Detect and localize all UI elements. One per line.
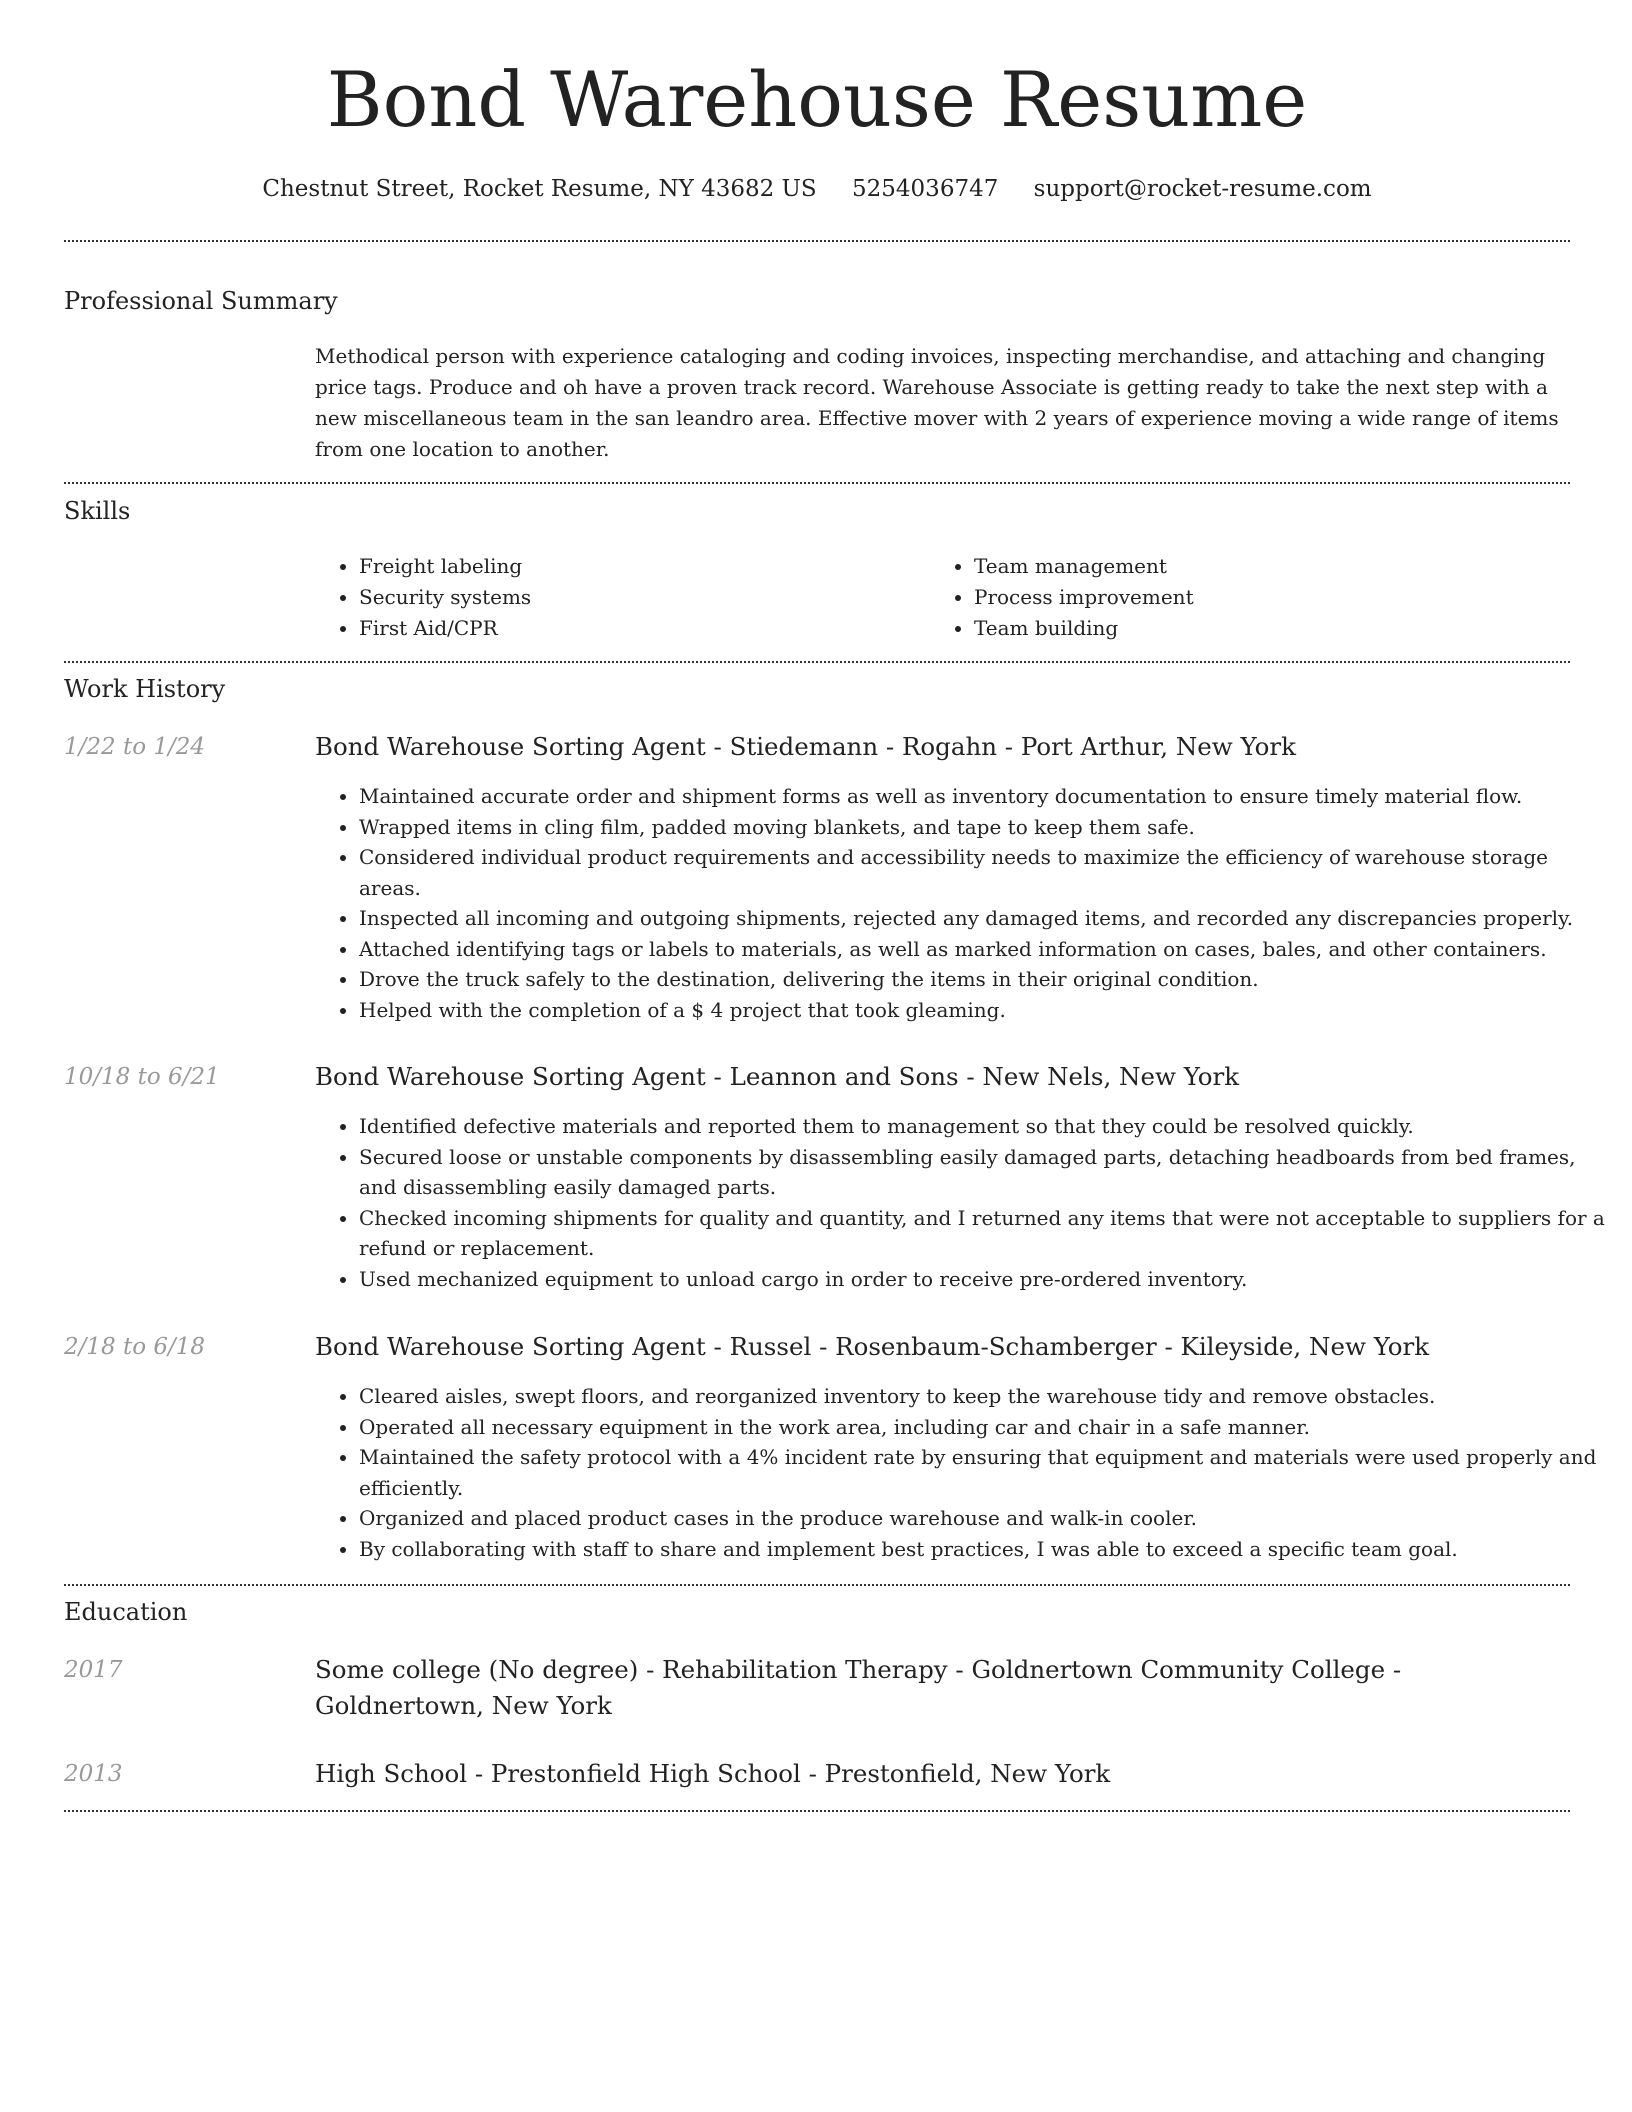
- resume-title: Bond Warehouse Resume: [326, 55, 1308, 144]
- skill-item: • Team management: [974, 551, 1574, 582]
- job-bullets: [315, 1381, 1614, 1564]
- job-bullets: [315, 1111, 1614, 1294]
- skills-heading: Skills: [64, 497, 131, 525]
- divider: [64, 1810, 1570, 1812]
- skill-item: • Freight labeling: [359, 551, 929, 582]
- divider: [64, 1584, 1570, 1586]
- skills-list-right: [930, 551, 1574, 644]
- divider: [64, 482, 1570, 484]
- list-item: • Cleared aisles, swept floors, and reorganized inventory to keep the warehouse tidy and remove obstacles.: [359, 1381, 1614, 1412]
- skill-item: • Team building: [974, 613, 1574, 644]
- divider: [64, 240, 1570, 242]
- list-item: • Drove the truck safely to the destination, delivering the items in their original condition.: [359, 964, 1614, 995]
- job-dates: 1/22 to 1/24: [64, 734, 206, 760]
- list-item: • By collaborating with staff to share and implement best practices, I was able to exceed a specific team goal.: [359, 1534, 1614, 1565]
- list-item: • Maintained accurate order and shipment forms as well as inventory documentation to ensure timely material flow.: [359, 781, 1614, 812]
- list-item: • Operated all necessary equipment in the work area, including car and chair in a safe manner.: [359, 1412, 1614, 1443]
- job-bullets: [315, 781, 1614, 1025]
- skill-item: • First Aid/CPR: [359, 613, 929, 644]
- list-item: • Maintained the safety protocol with a 4% incident rate by ensuring that equipment and materials were used properly and efficiently.: [359, 1442, 1614, 1503]
- job-dates: 2/18 to 6/18: [64, 1334, 206, 1360]
- summary-heading: Professional Summary: [64, 287, 338, 315]
- list-item: • Used mechanized equipment to unload cargo in order to receive pre-ordered inventory.: [359, 1264, 1614, 1295]
- contact-line: [64, 172, 1570, 206]
- list-item: • Checked incoming shipments for quality and quantity, and I returned any items that were not acceptable to suppliers for a refund or replacement.: [359, 1203, 1614, 1264]
- job-title: Bond Warehouse Sorting Agent - Russel - Rosenbaum-Schamberger - Kileyside, New York: [315, 1332, 1430, 1361]
- job-dates: 10/18 to 6/21: [64, 1064, 220, 1090]
- skill-item: • Process improvement: [974, 582, 1574, 613]
- job-title: Bond Warehouse Sorting Agent - Leannon and Sons - New Nels, New York: [315, 1062, 1240, 1091]
- list-item: • Wrapped items in cling film, padded moving blankets, and tape to keep them safe.: [359, 812, 1614, 843]
- phone: 5254036747: [852, 176, 999, 202]
- education-heading: Education: [64, 1598, 188, 1626]
- list-item: • Attached identifying tags or labels to materials, as well as marked information on cases, bales, and other containers.: [359, 934, 1614, 965]
- list-item: • Organized and placed product cases in the produce warehouse and walk-in cooler.: [359, 1503, 1614, 1534]
- skill-item: • Security systems: [359, 582, 929, 613]
- education-entry: Some college (No degree) - Rehabilitation Therapy - Goldnertown Community College - Goldnertown, New York: [315, 1655, 1402, 1720]
- list-item: • Secured loose or unstable components by disassembling easily damaged parts, detaching headboards from bed frames, and disassembling easily damaged parts.: [359, 1142, 1614, 1203]
- list-item: • Inspected all incoming and outgoing shipments, rejected any damaged items, and recorded any discrepancies properly.: [359, 903, 1614, 934]
- work-heading: Work History: [64, 675, 226, 703]
- list-item: • Considered individual product requirements and accessibility needs to maximize the efficiency of warehouse storage areas.: [359, 842, 1614, 903]
- education-year: 2017: [64, 1657, 123, 1683]
- list-item: • Identified defective materials and reported them to management so that they could be resolved quickly.: [359, 1111, 1614, 1142]
- list-item: • Helped with the completion of a $ 4 project that took gleaming.: [359, 995, 1614, 1026]
- education-year: 2013: [64, 1761, 123, 1787]
- skills-list-left: [315, 551, 929, 644]
- summary-text: Methodical person with experience cataloging and coding invoices, inspecting merchandise, and attaching and changing price tags. Produce and oh have a proven track record. Warehouse Associate is getting ready to take the next step with a new miscellaneous team in the san leandro area. Effective mover with 2 years of experience moving a wide range of items from one location to another.: [315, 344, 1559, 461]
- address: Chestnut Street, Rocket Resume, NY 43682 US: [262, 176, 817, 202]
- job-title: Bond Warehouse Sorting Agent - Stiedemann - Rogahn - Port Arthur, New York: [315, 732, 1296, 761]
- education-entry: High School - Prestonfield High School - Prestonfield, New York: [315, 1759, 1111, 1788]
- divider: [64, 661, 1570, 663]
- email: support@rocket-resume.com: [1033, 176, 1372, 202]
